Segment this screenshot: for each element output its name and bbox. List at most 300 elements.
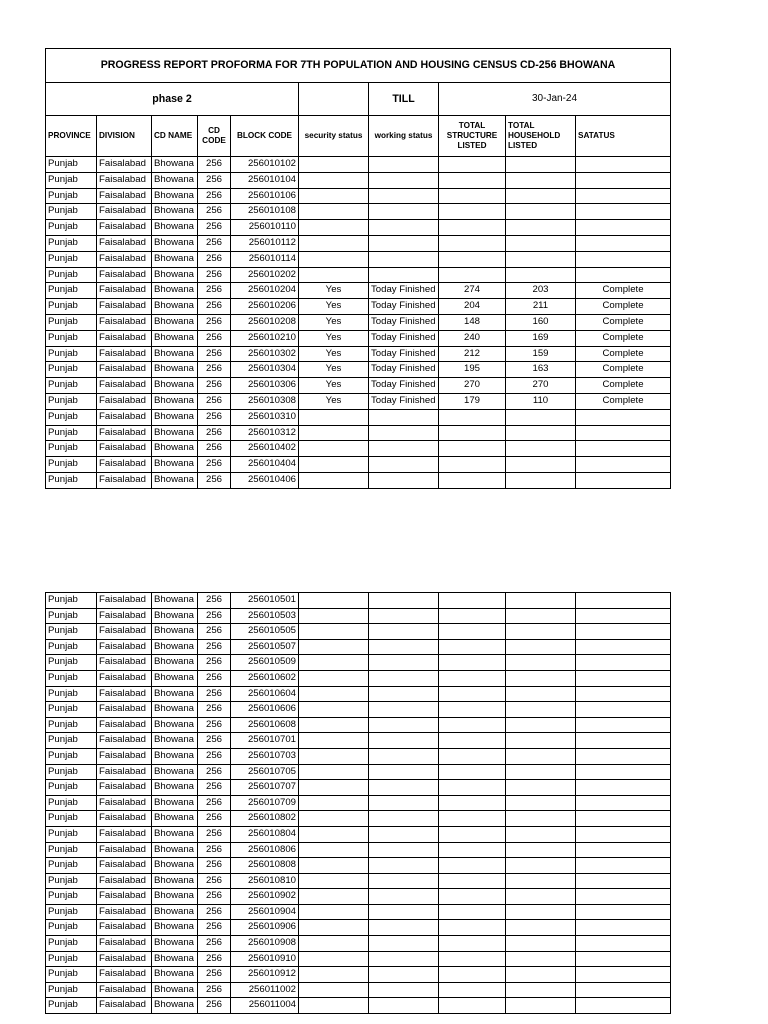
status-cell: [576, 858, 671, 874]
cd-code-cell: 256: [198, 733, 231, 749]
cd-name-cell: Bhowana: [152, 608, 198, 624]
province-cell: Punjab: [46, 936, 97, 952]
cd-name-cell: Bhowana: [152, 951, 198, 967]
province-cell: Punjab: [46, 842, 97, 858]
total-structure-cell: [439, 748, 506, 764]
working-status-cell: [369, 472, 439, 488]
total-household-cell: [506, 204, 576, 220]
security-status-cell: [299, 220, 369, 236]
cd-name-cell: Bhowana: [152, 982, 198, 998]
table-row: [46, 172, 671, 188]
block-code-cell: 256010906: [231, 920, 299, 936]
total-structure-cell: [439, 982, 506, 998]
block-code-cell: 256010202: [231, 267, 299, 283]
status-cell: [576, 188, 671, 204]
division-cell: Faisalabad: [97, 472, 152, 488]
cd-name-cell: Bhowana: [152, 904, 198, 920]
total-structure-cell: [439, 904, 506, 920]
province-cell: Punjab: [46, 811, 97, 827]
status-cell: Complete: [576, 362, 671, 378]
working-status-cell: [369, 967, 439, 983]
block-code-cell: 256010406: [231, 472, 299, 488]
total-structure-cell: [439, 251, 506, 267]
block-code-cell: 256010703: [231, 748, 299, 764]
working-status-cell: [369, 457, 439, 473]
block-code-cell: 256010204: [231, 283, 299, 299]
division-cell: Faisalabad: [97, 982, 152, 998]
security-status-cell: [299, 904, 369, 920]
cd-name-cell: Bhowana: [152, 330, 198, 346]
block-code-cell: 256010908: [231, 936, 299, 952]
division-cell: Faisalabad: [97, 235, 152, 251]
division-cell: Faisalabad: [97, 764, 152, 780]
security-status-cell: [299, 717, 369, 733]
status-cell: [576, 593, 671, 609]
total-household-cell: [506, 873, 576, 889]
cd-code-cell: 256: [198, 795, 231, 811]
table-row: [46, 330, 671, 346]
total-structure-cell: [439, 608, 506, 624]
status-cell: [576, 457, 671, 473]
cd-name-cell: Bhowana: [152, 967, 198, 983]
total-structure-cell: [439, 951, 506, 967]
block-code-cell: 256010503: [231, 608, 299, 624]
working-status-cell: [369, 624, 439, 640]
block-code-cell: 256010110: [231, 220, 299, 236]
province-cell: Punjab: [46, 951, 97, 967]
total-structure-cell: 204: [439, 299, 506, 315]
table-row: [46, 409, 671, 425]
status-cell: [576, 936, 671, 952]
total-household-cell: [506, 858, 576, 874]
working-status-cell: [369, 235, 439, 251]
total-structure-cell: [439, 172, 506, 188]
working-status-cell: Today Finished: [369, 299, 439, 315]
working-status-cell: [369, 425, 439, 441]
status-cell: Complete: [576, 378, 671, 394]
table-row: [46, 748, 671, 764]
cd-name-cell: Bhowana: [152, 717, 198, 733]
cd-code-cell: 256: [198, 967, 231, 983]
cd-code-cell: 256: [198, 283, 231, 299]
cd-name-cell: Bhowana: [152, 936, 198, 952]
working-status-cell: [369, 904, 439, 920]
working-status-cell: [369, 998, 439, 1014]
total-structure-cell: [439, 441, 506, 457]
status-cell: [576, 717, 671, 733]
division-cell: Faisalabad: [97, 858, 152, 874]
table-row: [46, 842, 671, 858]
block-code-cell: 256010902: [231, 889, 299, 905]
table-row: [46, 936, 671, 952]
working-status-cell: [369, 920, 439, 936]
security-status-cell: Yes: [299, 330, 369, 346]
cd-name-cell: Bhowana: [152, 220, 198, 236]
total-household-cell: [506, 780, 576, 796]
province-cell: Punjab: [46, 873, 97, 889]
cd-name-cell: Bhowana: [152, 826, 198, 842]
total-household-cell: [506, 795, 576, 811]
cd-name-cell: Bhowana: [152, 378, 198, 394]
cd-name-cell: Bhowana: [152, 457, 198, 473]
working-status-cell: Today Finished: [369, 362, 439, 378]
status-cell: [576, 172, 671, 188]
division-cell: Faisalabad: [97, 998, 152, 1014]
cd-name-cell: Bhowana: [152, 235, 198, 251]
province-cell: Punjab: [46, 204, 97, 220]
security-status-cell: Yes: [299, 362, 369, 378]
cd-code-cell: 256: [198, 748, 231, 764]
working-status-cell: [369, 251, 439, 267]
progress-report-table: [45, 48, 671, 489]
security-status-cell: [299, 873, 369, 889]
cd-code-cell: 256: [198, 842, 231, 858]
total-structure-cell: 240: [439, 330, 506, 346]
cd-code-cell: 256: [198, 157, 231, 173]
security-status-cell: [299, 235, 369, 251]
total-structure-cell: [439, 425, 506, 441]
security-status-cell: [299, 702, 369, 718]
division-cell: Faisalabad: [97, 639, 152, 655]
table-row: [46, 204, 671, 220]
total-household-cell: [506, 472, 576, 488]
security-status-cell: [299, 624, 369, 640]
total-household-cell: [506, 441, 576, 457]
table-row: [46, 764, 671, 780]
cd-code-cell: 256: [198, 204, 231, 220]
security-status-cell: [299, 441, 369, 457]
block-code-cell: 256010507: [231, 639, 299, 655]
status-cell: [576, 157, 671, 173]
total-household-cell: [506, 267, 576, 283]
province-cell: Punjab: [46, 378, 97, 394]
block-code-cell: 256010904: [231, 904, 299, 920]
total-household-cell: [506, 951, 576, 967]
working-status-cell: [369, 670, 439, 686]
status-cell: [576, 686, 671, 702]
block-code-cell: 256010312: [231, 425, 299, 441]
table-row: [46, 393, 671, 409]
province-cell: Punjab: [46, 608, 97, 624]
province-cell: Punjab: [46, 157, 97, 173]
division-cell: Faisalabad: [97, 378, 152, 394]
province-cell: Punjab: [46, 251, 97, 267]
status-cell: [576, 780, 671, 796]
block-code-cell: 256011004: [231, 998, 299, 1014]
cd-name-cell: Bhowana: [152, 764, 198, 780]
block-code-cell: 256010114: [231, 251, 299, 267]
working-status-cell: [369, 842, 439, 858]
table-row: [46, 982, 671, 998]
total-household-cell: [506, 936, 576, 952]
cd-code-cell: 256: [198, 346, 231, 362]
status-cell: [576, 733, 671, 749]
cd-name-cell: Bhowana: [152, 624, 198, 640]
table-row: [46, 346, 671, 362]
cd-code-cell: 256: [198, 811, 231, 827]
cd-name-cell: Bhowana: [152, 686, 198, 702]
total-structure-cell: [439, 717, 506, 733]
total-household-cell: [506, 764, 576, 780]
cd-code-cell: 256: [198, 235, 231, 251]
cd-name-cell: Bhowana: [152, 780, 198, 796]
security-status-cell: [299, 858, 369, 874]
security-status-cell: [299, 826, 369, 842]
block-code-cell: 256010505: [231, 624, 299, 640]
total-household-cell: [506, 733, 576, 749]
header-cd-code: CD CODE: [198, 116, 231, 157]
total-household-cell: [506, 904, 576, 920]
header-working-status: working status: [369, 116, 439, 157]
security-status-cell: [299, 188, 369, 204]
status-cell: [576, 951, 671, 967]
division-cell: Faisalabad: [97, 157, 152, 173]
security-status-cell: [299, 267, 369, 283]
total-household-cell: 163: [506, 362, 576, 378]
total-household-cell: 160: [506, 314, 576, 330]
working-status-cell: [369, 764, 439, 780]
province-cell: Punjab: [46, 733, 97, 749]
security-status-cell: [299, 951, 369, 967]
cd-name-cell: Bhowana: [152, 346, 198, 362]
security-status-cell: Yes: [299, 299, 369, 315]
security-status-cell: [299, 936, 369, 952]
security-status-cell: [299, 811, 369, 827]
table-row: [46, 235, 671, 251]
province-cell: Punjab: [46, 764, 97, 780]
working-status-cell: [369, 655, 439, 671]
province-cell: Punjab: [46, 593, 97, 609]
division-cell: Faisalabad: [97, 393, 152, 409]
header-status: SATATUS: [576, 116, 671, 157]
table-row: [46, 811, 671, 827]
block-code-cell: 256010804: [231, 826, 299, 842]
total-household-cell: [506, 748, 576, 764]
block-code-cell: 256010808: [231, 858, 299, 874]
cd-code-cell: 256: [198, 920, 231, 936]
table-row: [46, 157, 671, 173]
total-structure-cell: [439, 811, 506, 827]
province-cell: Punjab: [46, 393, 97, 409]
status-cell: [576, 639, 671, 655]
table-row: [46, 441, 671, 457]
total-household-cell: 203: [506, 283, 576, 299]
table-row: [46, 314, 671, 330]
province-cell: Punjab: [46, 686, 97, 702]
total-structure-cell: [439, 733, 506, 749]
security-status-cell: [299, 795, 369, 811]
cd-name-cell: Bhowana: [152, 889, 198, 905]
table-row: [46, 670, 671, 686]
column-header-row: [46, 116, 671, 157]
division-cell: Faisalabad: [97, 702, 152, 718]
total-household-cell: [506, 842, 576, 858]
block-code-cell: 256010402: [231, 441, 299, 457]
division-cell: Faisalabad: [97, 409, 152, 425]
table-row: [46, 858, 671, 874]
province-cell: Punjab: [46, 441, 97, 457]
total-structure-cell: [439, 826, 506, 842]
division-cell: Faisalabad: [97, 299, 152, 315]
province-cell: Punjab: [46, 457, 97, 473]
cd-name-cell: Bhowana: [152, 314, 198, 330]
block-code-cell: 256010602: [231, 670, 299, 686]
province-cell: Punjab: [46, 346, 97, 362]
division-cell: Faisalabad: [97, 951, 152, 967]
cd-code-cell: 256: [198, 639, 231, 655]
security-status-cell: [299, 639, 369, 655]
province-cell: Punjab: [46, 858, 97, 874]
table-row: [46, 220, 671, 236]
total-structure-cell: 195: [439, 362, 506, 378]
province-cell: Punjab: [46, 920, 97, 936]
total-household-cell: [506, 702, 576, 718]
progress-report-table-continued: [45, 592, 671, 1014]
total-household-cell: [506, 655, 576, 671]
security-status-cell: Yes: [299, 314, 369, 330]
table-row: [46, 425, 671, 441]
cd-name-cell: Bhowana: [152, 858, 198, 874]
security-status-cell: [299, 457, 369, 473]
header-total-structure: TOTAL STRUCTURE LISTED: [439, 116, 506, 157]
province-cell: Punjab: [46, 826, 97, 842]
total-household-cell: 270: [506, 378, 576, 394]
province-cell: Punjab: [46, 795, 97, 811]
total-household-cell: [506, 624, 576, 640]
province-cell: Punjab: [46, 670, 97, 686]
cd-code-cell: 256: [198, 299, 231, 315]
status-cell: [576, 220, 671, 236]
security-status-cell: [299, 157, 369, 173]
cd-code-cell: 256: [198, 378, 231, 394]
total-household-cell: [506, 593, 576, 609]
cd-code-cell: 256: [198, 267, 231, 283]
working-status-cell: [369, 441, 439, 457]
cd-code-cell: 256: [198, 624, 231, 640]
security-status-cell: [299, 733, 369, 749]
cd-name-cell: Bhowana: [152, 425, 198, 441]
till-label: TILL: [369, 83, 439, 116]
total-household-cell: [506, 889, 576, 905]
table-row: [46, 873, 671, 889]
total-household-cell: [506, 235, 576, 251]
status-cell: Complete: [576, 346, 671, 362]
division-cell: Faisalabad: [97, 457, 152, 473]
table-row: [46, 733, 671, 749]
status-cell: [576, 624, 671, 640]
cd-code-cell: 256: [198, 330, 231, 346]
total-structure-cell: [439, 220, 506, 236]
division-cell: Faisalabad: [97, 655, 152, 671]
cd-name-cell: Bhowana: [152, 842, 198, 858]
total-structure-cell: [439, 204, 506, 220]
working-status-cell: [369, 936, 439, 952]
division-cell: Faisalabad: [97, 748, 152, 764]
province-cell: Punjab: [46, 967, 97, 983]
cd-code-cell: 256: [198, 936, 231, 952]
security-status-cell: [299, 780, 369, 796]
cd-code-cell: 256: [198, 362, 231, 378]
table-row: [46, 889, 671, 905]
cd-name-cell: Bhowana: [152, 441, 198, 457]
block-code-cell: 256010304: [231, 362, 299, 378]
table-row: [46, 998, 671, 1014]
total-structure-cell: [439, 409, 506, 425]
status-cell: [576, 204, 671, 220]
total-household-cell: [506, 157, 576, 173]
security-status-cell: [299, 670, 369, 686]
division-cell: Faisalabad: [97, 920, 152, 936]
working-status-cell: [369, 951, 439, 967]
division-cell: Faisalabad: [97, 283, 152, 299]
cd-name-cell: Bhowana: [152, 251, 198, 267]
cd-name-cell: Bhowana: [152, 267, 198, 283]
block-code-cell: 256010509: [231, 655, 299, 671]
cd-code-cell: 256: [198, 393, 231, 409]
division-cell: Faisalabad: [97, 593, 152, 609]
status-cell: [576, 873, 671, 889]
report-title: PROGRESS REPORT PROFORMA FOR 7TH POPULATION AND HOUSING CENSUS CD-256 BHOWANA: [46, 49, 671, 83]
division-cell: Faisalabad: [97, 314, 152, 330]
total-household-cell: [506, 826, 576, 842]
cd-code-cell: 256: [198, 702, 231, 718]
security-status-cell: [299, 842, 369, 858]
total-household-cell: [506, 457, 576, 473]
table-row: [46, 826, 671, 842]
working-status-cell: Today Finished: [369, 283, 439, 299]
cd-name-cell: Bhowana: [152, 702, 198, 718]
working-status-cell: [369, 593, 439, 609]
cd-name-cell: Bhowana: [152, 998, 198, 1014]
header-security-status: security status: [299, 116, 369, 157]
cd-name-cell: Bhowana: [152, 795, 198, 811]
working-status-cell: Today Finished: [369, 393, 439, 409]
division-cell: Faisalabad: [97, 362, 152, 378]
total-household-cell: 159: [506, 346, 576, 362]
total-structure-cell: [439, 457, 506, 473]
block-code-cell: 256010112: [231, 235, 299, 251]
cd-code-cell: 256: [198, 982, 231, 998]
total-structure-cell: 148: [439, 314, 506, 330]
cd-name-cell: Bhowana: [152, 393, 198, 409]
total-structure-cell: [439, 686, 506, 702]
working-status-cell: [369, 188, 439, 204]
block-code-cell: 256010302: [231, 346, 299, 362]
cd-code-cell: 256: [198, 172, 231, 188]
working-status-cell: [369, 717, 439, 733]
province-cell: Punjab: [46, 998, 97, 1014]
total-structure-cell: [439, 858, 506, 874]
division-cell: Faisalabad: [97, 330, 152, 346]
cd-code-cell: 256: [198, 655, 231, 671]
total-structure-cell: [439, 655, 506, 671]
table-row: [46, 951, 671, 967]
province-cell: Punjab: [46, 235, 97, 251]
cd-code-cell: 256: [198, 826, 231, 842]
province-cell: Punjab: [46, 780, 97, 796]
block-code-cell: 256010106: [231, 188, 299, 204]
security-status-cell: Yes: [299, 346, 369, 362]
cd-code-cell: 256: [198, 220, 231, 236]
cd-code-cell: 256: [198, 593, 231, 609]
cd-name-cell: Bhowana: [152, 283, 198, 299]
status-cell: [576, 904, 671, 920]
total-household-cell: [506, 188, 576, 204]
total-household-cell: 110: [506, 393, 576, 409]
table-row: [46, 717, 671, 733]
division-cell: Faisalabad: [97, 842, 152, 858]
division-cell: Faisalabad: [97, 204, 152, 220]
